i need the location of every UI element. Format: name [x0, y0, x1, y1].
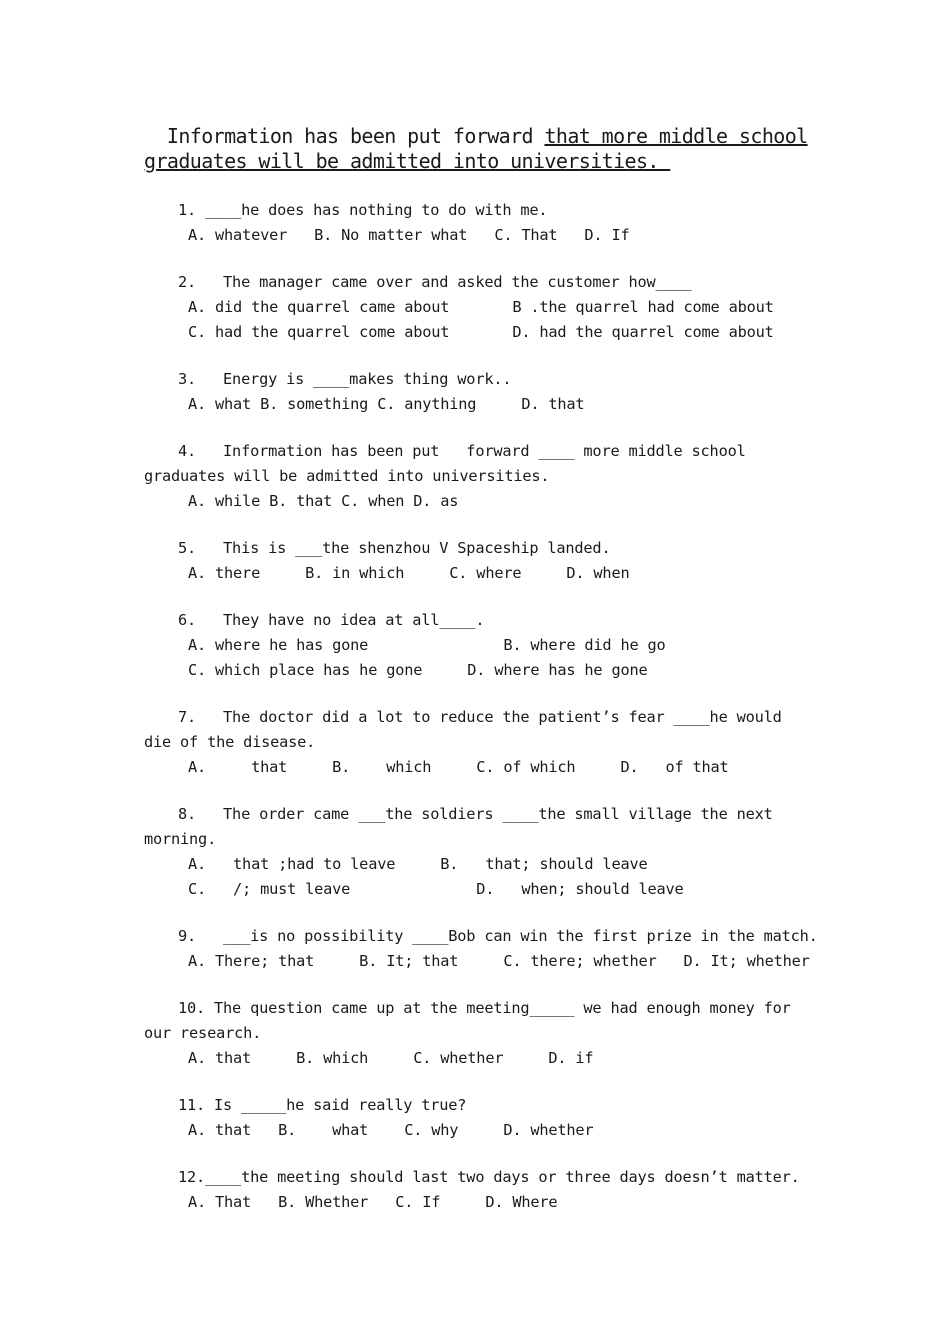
question-7-stem: 7. The doctor did a lot to reduce the patient’s fear ____he would	[178, 708, 782, 726]
question-12-stem: 12.____the meeting should last two days or three days doesn’t matter.	[178, 1168, 800, 1186]
question-4-options: A. while B. that C. when D. as	[188, 492, 459, 510]
question-8-stem-cont: morning.	[144, 830, 217, 848]
question-8-options-row-2: C. /; must leave D. when; should leave	[188, 880, 684, 898]
question-8-stem: 8. The order came ___the soldiers ____the small village the next	[178, 805, 773, 823]
question-3-stem: 3. Energy is ____makes thing work..	[178, 370, 512, 388]
question-5-stem: 5. This is ___the shenzhou V Spaceship landed.	[178, 539, 611, 557]
question-2-stem: 2. The manager came over and asked the customer how____	[178, 273, 692, 291]
question-6-stem: 6. They have no idea at all____.	[178, 611, 485, 629]
question-9-options: A. There; that B. It; that C. there; whether D. It; whether	[188, 952, 810, 970]
question-7-options: A. that B. which C. of which D. of that	[188, 758, 729, 776]
question-3-options: A. what B. something C. anything D. that	[188, 395, 585, 413]
question-2-options-row-2: C. had the quarrel come about D. had the quarrel come about	[188, 323, 774, 341]
question-2-options-row-1: A. did the quarrel came about B .the quarrel had come about	[188, 298, 774, 316]
question-10-options: A. that B. which C. whether D. if	[188, 1049, 594, 1067]
question-10-stem-cont: our research.	[144, 1024, 262, 1042]
question-4-stem: 4. Information has been put forward ____ more middle school	[178, 442, 746, 460]
question-1-stem: 1. ____he does has nothing to do with me.	[178, 201, 548, 219]
question-11-stem: 11. Is _____he said really true?	[178, 1096, 467, 1114]
question-1-options: A. whatever B. No matter what C. That D. If	[188, 226, 630, 244]
heading	[144, 124, 824, 174]
heading-plain: Information has been put forward	[144, 124, 545, 148]
question-8-options-row-1: A. that ;had to leave B. that; should leave	[188, 855, 648, 873]
question-7-stem-cont: die of the disease.	[144, 733, 316, 751]
heading-underlined-2: graduates will be admitted into universities.	[144, 149, 671, 173]
question-6-options-row-2: C. which place has he gone D. where has he gone	[188, 661, 648, 679]
question-6-options-row-1: A. where he has gone B. where did he go	[188, 636, 666, 654]
heading-underlined-1: that more middle school	[544, 124, 808, 148]
question-11-options: A. that B. what C. why D. whether	[188, 1121, 594, 1139]
question-9-stem: 9. ___is no possibility ____Bob can win the first prize in the match.	[178, 927, 818, 945]
question-5-options: A. there B. in which C. where D. when	[188, 564, 630, 582]
question-10-stem: 10. The question came up at the meeting_____ we had enough money for	[178, 999, 791, 1017]
question-4-stem-cont: graduates will be admitted into universities.	[144, 467, 550, 485]
question-12-options: A. That B. Whether C. If D. Where	[188, 1193, 558, 1211]
